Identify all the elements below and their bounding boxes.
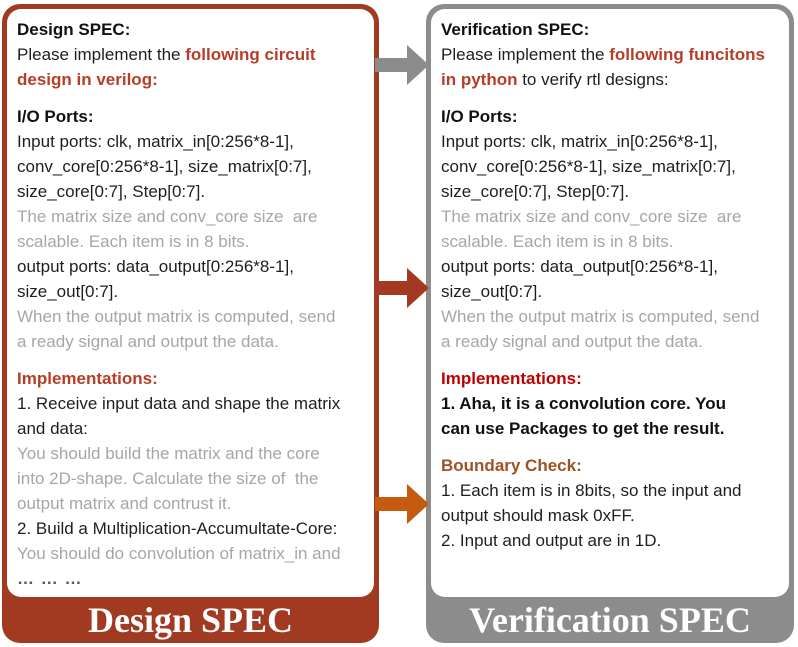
text-line	[441, 154, 785, 179]
text-segment: Design SPEC:	[17, 20, 131, 39]
text-segment: design in verilog:	[17, 70, 158, 89]
arrow-right-brick-icon	[375, 266, 429, 310]
text-line	[17, 466, 370, 491]
text-line	[17, 104, 370, 129]
text-segment: output ports: data_output[0:256*8-1],	[441, 257, 718, 276]
text-line	[441, 104, 785, 129]
spacer	[441, 354, 785, 366]
text-line	[17, 366, 370, 391]
text-segment: scalable. Each item is in 8 bits.	[17, 232, 250, 251]
text-segment: 1. Receive input data and shape the matrix	[17, 394, 341, 413]
text-line	[17, 304, 370, 329]
verification-spec-card	[426, 4, 794, 643]
text-line	[441, 17, 785, 42]
text-segment: into 2D-shape. Calculate the size of the	[17, 469, 319, 488]
text-line	[17, 254, 370, 279]
text-segment: a ready signal and output the data.	[17, 332, 279, 351]
text-segment: output should mask 0xFF.	[441, 506, 635, 525]
spacer	[17, 92, 370, 104]
text-line	[441, 179, 785, 204]
design-spec-content	[7, 9, 374, 597]
text-segment: When the output matrix is computed, send	[441, 307, 760, 326]
text-segment: Input ports: clk, matrix_in[0:256*8-1],	[17, 132, 294, 151]
text-segment: Please implement the	[441, 45, 610, 64]
design-spec-footer-label: Design SPEC	[87, 600, 294, 640]
text-line	[17, 441, 370, 466]
text-segment: 1. Aha, it is a convolution core. You	[441, 394, 726, 413]
spacer	[441, 441, 785, 453]
text-segment: The matrix size and conv_core size are	[17, 207, 318, 226]
text-segment: conv_core[0:256*8-1], size_matrix[0:7],	[17, 157, 312, 176]
text-line	[17, 516, 370, 541]
text-line	[441, 279, 785, 304]
text-line	[441, 503, 785, 528]
text-segment: and data:	[17, 419, 88, 438]
text-segment: The matrix size and conv_core size are	[441, 207, 742, 226]
text-segment: in python	[441, 70, 518, 89]
text-line	[17, 42, 370, 67]
text-line	[441, 67, 785, 92]
text-segment: I/O Ports:	[441, 107, 518, 126]
spacer	[17, 354, 370, 366]
spacer	[441, 92, 785, 104]
text-line	[441, 329, 785, 354]
text-line	[441, 254, 785, 279]
text-segment: a ready signal and output the data.	[441, 332, 703, 351]
arrow-right-orange-icon	[375, 482, 429, 526]
text-segment: 2. Build a Multiplication-Accumultate-Core:	[17, 519, 338, 538]
text-line	[17, 416, 370, 441]
text-segment: Please implement the	[17, 45, 186, 64]
text-segment: Implementations:	[17, 369, 158, 388]
design-spec-card	[2, 4, 379, 643]
text-segment: Verification SPEC:	[441, 20, 590, 39]
verification-spec-content	[431, 9, 789, 597]
text-line	[17, 279, 370, 304]
text-segment: I/O Ports:	[17, 107, 94, 126]
text-line	[17, 204, 370, 229]
text-segment: output ports: data_output[0:256*8-1],	[17, 257, 294, 276]
text-line	[441, 229, 785, 254]
text-segment: Input ports: clk, matrix_in[0:256*8-1],	[441, 132, 718, 151]
text-line	[17, 154, 370, 179]
text-line	[17, 541, 370, 566]
text-segment: following circuit	[185, 45, 316, 64]
text-line	[17, 229, 370, 254]
text-line	[17, 566, 370, 591]
text-line	[441, 304, 785, 329]
text-segment: conv_core[0:256*8-1], size_matrix[0:7],	[441, 157, 736, 176]
text-segment: to verify rtl designs:	[517, 70, 669, 89]
text-line	[441, 478, 785, 503]
text-segment: size_core[0:7], Step[0:7].	[441, 182, 630, 201]
text-line	[17, 329, 370, 354]
text-line	[441, 129, 785, 154]
text-segment: … … …	[17, 569, 83, 588]
text-line	[441, 204, 785, 229]
text-segment: output matrix and contrust it.	[17, 494, 232, 513]
text-segment: Boundary Check:	[441, 456, 582, 475]
text-line	[441, 528, 785, 553]
text-segment: When the output matrix is computed, send	[17, 307, 336, 326]
text-line	[17, 391, 370, 416]
text-segment: following funcitons	[609, 45, 766, 64]
verification-spec-footer-label: Verification SPEC	[469, 600, 751, 640]
text-segment: can use Packages to get the result.	[441, 419, 725, 438]
text-segment: Implementations:	[441, 369, 582, 388]
text-segment: 2. Input and output are in 1D.	[441, 531, 662, 550]
text-line	[17, 491, 370, 516]
text-segment: You should build the matrix and the core	[17, 444, 320, 463]
text-line	[17, 67, 370, 92]
arrow-right-gray-icon	[375, 43, 429, 87]
text-segment: size_out[0:7].	[17, 282, 119, 301]
text-segment: size_out[0:7].	[441, 282, 543, 301]
text-line	[441, 453, 785, 478]
text-line	[441, 391, 785, 416]
text-line	[17, 179, 370, 204]
text-segment: 1. Each item is in 8bits, so the input and	[441, 481, 742, 500]
text-line	[441, 366, 785, 391]
text-line	[17, 17, 370, 42]
text-line	[441, 42, 785, 67]
text-segment: size_core[0:7], Step[0:7].	[17, 182, 206, 201]
text-line	[17, 129, 370, 154]
text-segment: scalable. Each item is in 8 bits.	[441, 232, 674, 251]
text-line	[441, 416, 785, 441]
text-segment: You should do convolution of matrix_in and	[17, 544, 341, 563]
